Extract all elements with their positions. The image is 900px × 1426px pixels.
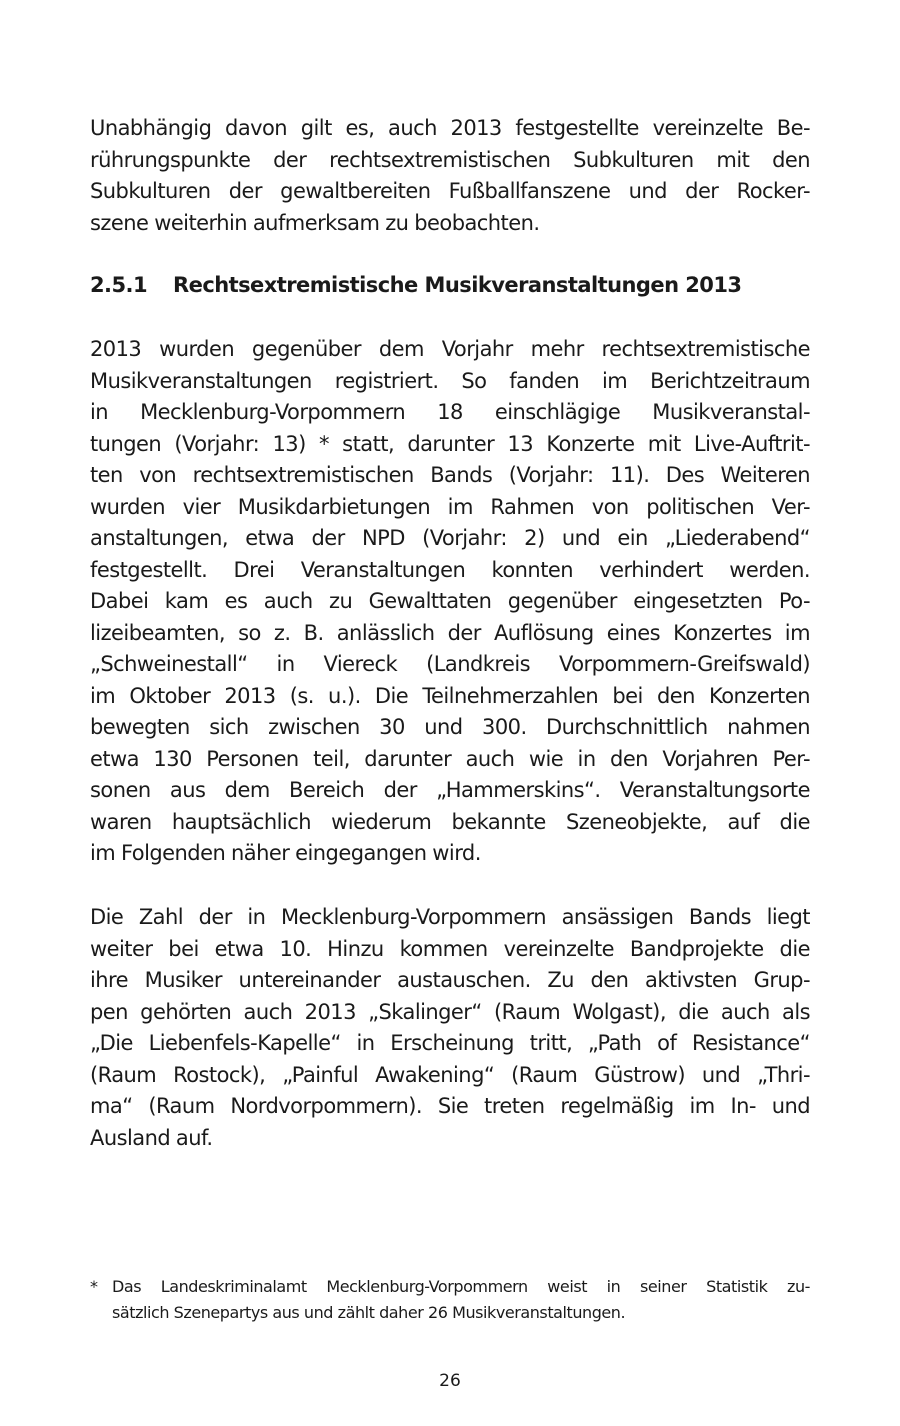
document-page <box>90 0 810 1426</box>
body-paragraph-2 <box>90 902 810 1154</box>
section-heading <box>90 268 810 302</box>
text-line: 2013 wurden gegenüber dem Vorjahr mehr rechtsextremistische <box>90 337 810 361</box>
text-line: (Raum Rostock), „Painful Awakening“ (Raum Güstrow) und „Thri- <box>90 1062 810 1087</box>
text-line: waren hauptsächlich wiederum bekannte Szeneobjekte, auf die <box>90 809 810 834</box>
text-line: weiter bei etwa 10. Hinzu kommen vereinzelte Bandprojekte die <box>90 936 810 961</box>
text-line: Musikveranstaltungen registriert. So fanden im Berichtzeitraum <box>90 368 810 393</box>
text-line: pen gehörten auch 2013 „Skalinger“ (Raum Wolgast), die auch als <box>90 999 810 1024</box>
text-line: wurden vier Musikdarbietungen im Rahmen von politischen Ver- <box>90 494 810 519</box>
text-line: „Die Liebenfels-Kapelle“ in Erscheinung tritt, „Path of Resistance“ <box>90 1031 810 1055</box>
text-line: anstaltungen, etwa der NPD (Vorjahr: 2) und ein „Liederabend“ <box>90 526 810 550</box>
text-line: ihre Musiker untereinander austauschen. Zu den aktivsten Grup- <box>90 968 810 992</box>
text-line: festgestellt. Drei Veranstaltungen konnten verhindert werden. <box>90 557 810 582</box>
text-line: lizeibeamten, so z. B. anlässlich der Auflösung eines Konzertes im <box>90 620 810 645</box>
text-line: im Oktober 2013 (s. u.). Die Teilnehmerzahlen bei den Konzerten <box>90 683 810 708</box>
text-line: im Folgenden näher eingegangen wird. <box>90 841 481 865</box>
footnote-line: Das Landeskriminalamt Mecklenburg-Vorpommern weist in seiner Statistik zu- <box>112 1277 810 1296</box>
section-title: Rechtsextremistische Musikveranstaltungen 2013 <box>173 273 742 297</box>
text-line: Unabhängig davon gilt es, auch 2013 festgestellte vereinzelte Be- <box>90 116 810 140</box>
text-line: Dabei kam es auch zu Gewalttaten gegenüber eingesetzten Po- <box>90 589 810 613</box>
page-number: 26 <box>439 1371 461 1391</box>
text-line: sonen aus dem Bereich der „Hammerskins“. Veranstaltungsorte <box>90 778 810 802</box>
text-line: ma“ (Raum Nordvorpommern). Sie treten regelmäßig im In- und <box>90 1094 810 1118</box>
text-line: in Mecklenburg-Vorpommern 18 einschlägige Musikveranstal- <box>90 400 810 424</box>
text-line: Subkulturen der gewaltbereiten Fußballfanszene und der Rocker- <box>90 179 810 203</box>
text-line: Ausland auf. <box>90 1125 213 1150</box>
footnote-line: sätzlich Szenepartys aus und zählt daher 26 Musikveranstaltungen. <box>112 1303 626 1322</box>
text-line: etwa 130 Personen teil, darunter auch wie in den Vorjahren Per- <box>90 746 810 771</box>
text-line: ten von rechtsextremistischen Bands (Vorjahr: 11). Des Weiteren <box>90 463 810 487</box>
body-paragraph-1 <box>90 334 810 870</box>
footnote-marker: * <box>90 1277 98 1296</box>
text-line: „Schweinestall“ in Viereck (Landkreis Vorpommern-Greifswald) <box>90 652 810 676</box>
text-line: tungen (Vorjahr: 13) * statt, darunter 13 Konzerte mit Live-Auftrit- <box>90 431 810 456</box>
footnote-text <box>112 1274 810 1326</box>
text-line: Die Zahl der in Mecklenburg-Vorpommern ansässigen Bands liegt <box>90 905 810 929</box>
text-line: szene weiterhin aufmerksam zu beobachten. <box>90 210 540 235</box>
text-line: rührungspunkte der rechtsextremistischen Subkulturen mit den <box>90 147 810 172</box>
section-number: 2.5.1 <box>90 273 148 297</box>
intro-paragraph <box>90 113 810 239</box>
text-line: bewegten sich zwischen 30 und 300. Durchschnittlich nahmen <box>90 715 810 739</box>
